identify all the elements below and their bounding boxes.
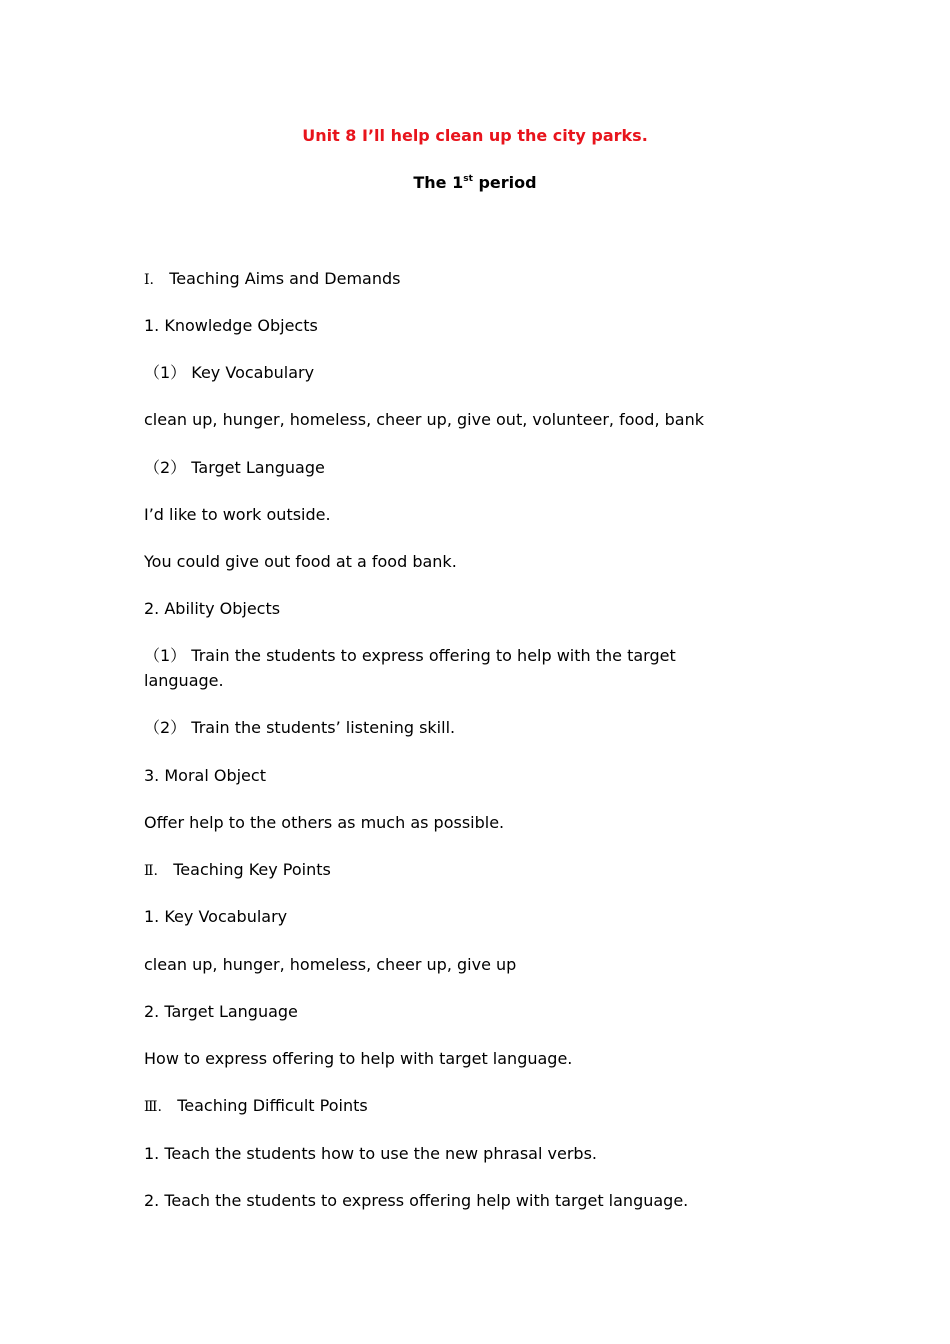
difficult-point-2: 2. Teach the students to express offering help with target language. <box>144 1191 689 1210</box>
section-2-title: Teaching Key Points <box>173 860 331 879</box>
section-1-numeral: Ⅰ. <box>144 272 154 288</box>
moral-text: Offer help to the others as much as possible. <box>144 813 505 832</box>
unit-title: Unit 8 I’ll help clean up the city parks. <box>302 126 648 145</box>
moral-object: 3. Moral Object <box>144 766 266 785</box>
section-1-heading <box>144 266 764 293</box>
section-2-heading <box>144 857 764 884</box>
target-sentence-1: I’d like to work outside. <box>144 505 331 524</box>
section-3-title: Teaching Difficult Points <box>177 1096 368 1115</box>
key-points-vocabulary: 1. Key Vocabulary <box>144 907 288 926</box>
ability-item-2: （2） Train the students’ listening skill. <box>144 718 456 737</box>
difficult-point-1: 1. Teach the students how to use the new phrasal verbs. <box>144 1144 597 1163</box>
target-language-heading: （2） Target Language <box>144 458 325 477</box>
vocabulary-list: clean up, hunger, homeless, cheer up, give out, volunteer, food, bank <box>144 410 704 429</box>
section-1-title: Teaching Aims and Demands <box>169 269 401 288</box>
period-title <box>0 173 950 193</box>
ability-item-1: （1） Train the students to express offering to help with the target language. <box>144 646 676 690</box>
key-points-target-language: 2. Target Language <box>144 1002 298 1021</box>
section-3-numeral: Ⅲ. <box>144 1099 162 1115</box>
target-sentence-2: You could give out food at a food bank. <box>144 552 457 571</box>
period-suffix: period <box>472 173 537 192</box>
key-vocabulary-heading: （1） Key Vocabulary <box>144 363 315 382</box>
section-2-numeral: Ⅱ. <box>144 863 158 879</box>
section-3-heading <box>144 1093 764 1120</box>
period-prefix: The 1 <box>413 173 464 192</box>
key-points-target-text: How to express offering to help with target language. <box>144 1049 573 1068</box>
key-points-vocabulary-list: clean up, hunger, homeless, cheer up, give up <box>144 955 517 974</box>
ability-objects: 2. Ability Objects <box>144 599 281 618</box>
knowledge-objects: 1. Knowledge Objects <box>144 316 318 335</box>
period-superscript: st <box>463 173 473 184</box>
